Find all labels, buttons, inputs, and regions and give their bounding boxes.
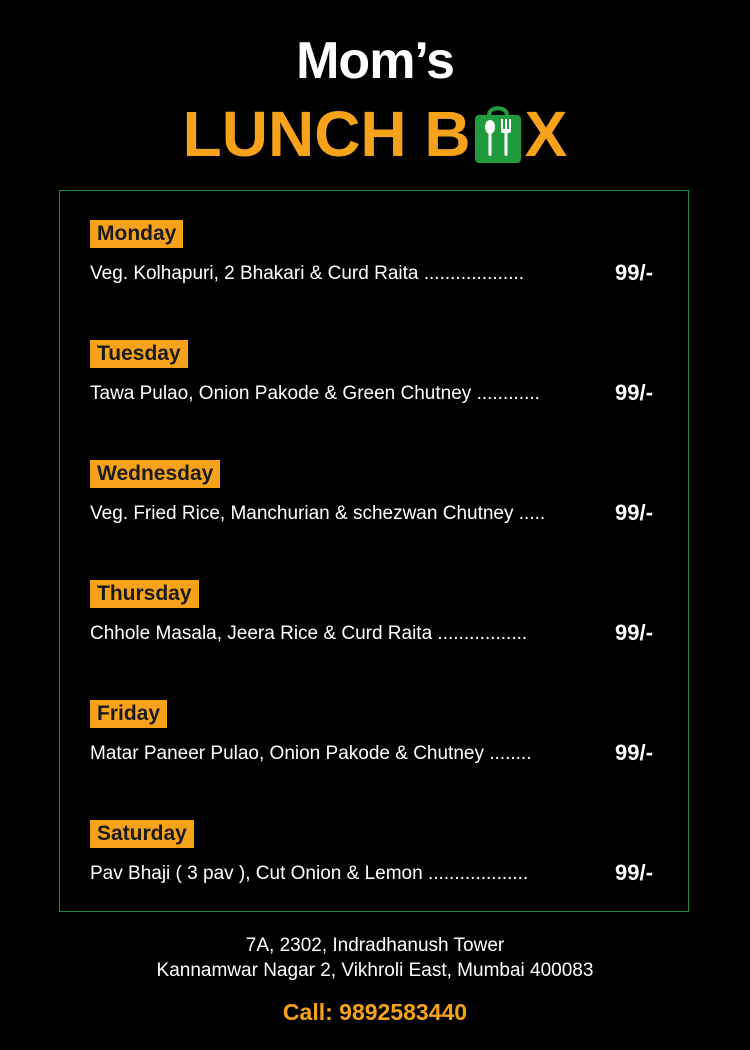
dish-name: Tawa Pulao, Onion Pakode & Green Chutney ............	[90, 383, 540, 404]
menu-item-tuesday	[90, 340, 670, 430]
call-phone-number: Call: 9892583440	[282, 999, 468, 1025]
lunch-bag-spoon-fork-icon	[473, 103, 523, 165]
address	[0, 933, 750, 983]
dish-name: Veg. Kolhapuri, 2 Bhakari & Curd Raita ...................	[90, 263, 525, 284]
price: 99/-	[615, 500, 653, 525]
menu-item-wednesday	[90, 460, 670, 550]
dish-name: Matar Paneer Pulao, Onion Pakode & Chutney ........	[90, 743, 532, 764]
day-badge: Friday	[90, 700, 167, 728]
menu-item-saturday	[90, 820, 670, 910]
menu-item-thursday	[90, 580, 670, 670]
brand-header	[0, 30, 750, 92]
day-badge: Saturday	[90, 820, 194, 848]
address-line-2: Kannamwar Nagar 2, Vikhroli East, Mumbai 400083	[156, 960, 594, 981]
price: 99/-	[615, 620, 653, 645]
menu-item-monday	[90, 220, 670, 310]
menu-item-friday	[90, 700, 670, 790]
brand-title-moms: Mom’s	[296, 32, 454, 90]
price: 99/-	[615, 260, 653, 285]
price: 99/-	[615, 380, 653, 405]
day-badge: Wednesday	[90, 460, 220, 488]
dish-name: Veg. Fried Rice, Manchurian & schezwan Chutney .....	[90, 503, 546, 524]
day-badge: Tuesday	[90, 340, 188, 368]
address-line-1: 7A, 2302, Indradhanush Tower	[245, 935, 505, 956]
price: 99/-	[615, 740, 653, 765]
price: 99/-	[615, 860, 653, 885]
weekly-menu-box	[59, 190, 689, 912]
brand-title-lunch-box	[0, 98, 750, 170]
dish-name: Pav Bhaji ( 3 pav ), Cut Onion & Lemon ...................	[90, 863, 529, 884]
day-badge: Monday	[90, 220, 183, 248]
brand-title-x: X	[524, 98, 568, 170]
brand-title-lunch-b: LUNCH B	[182, 98, 471, 170]
dish-name: Chhole Masala, Jeera Rice & Curd Raita .................	[90, 623, 528, 644]
day-badge: Thursday	[90, 580, 199, 608]
